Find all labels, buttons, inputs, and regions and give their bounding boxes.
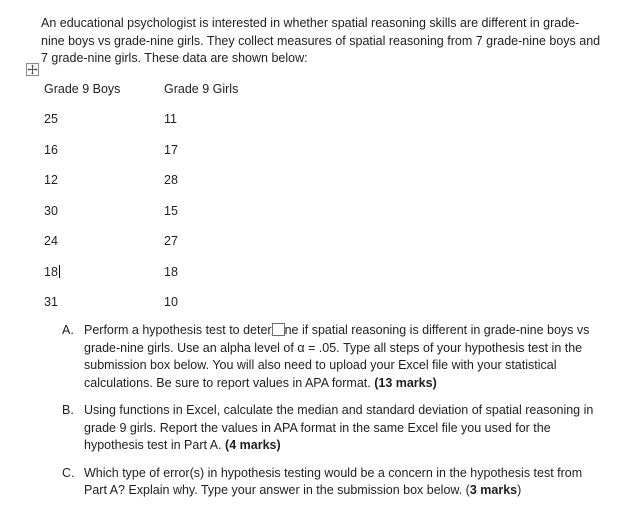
question-marks-tail: )	[517, 483, 522, 497]
cell-boys[interactable]: 24	[44, 234, 58, 248]
table-header-row	[44, 80, 344, 98]
cell-boys-active[interactable]	[44, 263, 60, 281]
cell-girls[interactable]: 17	[164, 143, 178, 157]
cell-boys[interactable]: 16	[44, 143, 58, 157]
cell-girls[interactable]: 18	[164, 265, 178, 279]
table-row	[44, 232, 344, 250]
question-marks: (4 marks)	[225, 438, 281, 452]
table-row	[44, 202, 344, 220]
text-cursor	[59, 265, 60, 278]
table-row	[44, 293, 344, 311]
question-text: Using functions in Excel, calculate the median and standard deviation of spatial reasoning in grade 9 girls. Report the values in APA format in the same Excel file you used for the hypothesis test in Part A.	[84, 403, 594, 452]
question-letter: A.	[62, 323, 74, 337]
question-marks: (13 marks)	[374, 375, 437, 390]
cell-boys[interactable]: 31	[44, 295, 58, 309]
question-marks: 3 marks	[469, 483, 518, 497]
cell-girls[interactable]: 27	[164, 234, 178, 248]
cell-boys[interactable]: 25	[44, 112, 58, 126]
move-handle-icon[interactable]	[26, 63, 39, 76]
cell-girls[interactable]: 11	[164, 112, 177, 126]
question-c	[62, 465, 602, 500]
cell-girls[interactable]: 10	[164, 295, 178, 309]
cell-boys-value: 18	[44, 265, 58, 279]
question-text-rest: ne if spatial reasoning is different in grade-nine boys vs grade-nine girls. Use an alpha level of α = .05. Type all steps of your hypothesis test in the submission box below. You will also need to upload your Excel file with your statistical calculations. Be sure to report values in APA format.	[84, 323, 590, 390]
question-text-start: Perform a hypothesis test to deter	[84, 323, 272, 337]
cell-boys[interactable]: 12	[44, 173, 58, 187]
table-row	[44, 110, 344, 128]
question-list	[62, 322, 602, 510]
header-girls: Grade 9 Girls	[164, 82, 239, 96]
question-b	[62, 402, 602, 455]
intro-paragraph: An educational psychologist is interested in whether spatial reasoning skills are different in grade-nine boys vs grade-nine girls. They collect measures of spatial reasoning from 7 grade-nine boys and 7 grade-nine girls. These data are shown below:	[41, 16, 601, 65]
question-letter: B.	[62, 403, 74, 417]
cell-girls[interactable]: 28	[164, 173, 178, 187]
cell-girls[interactable]: 15	[164, 204, 178, 218]
table-row	[44, 263, 344, 281]
header-boys: Grade 9 Boys	[44, 82, 121, 96]
question-letter: C.	[62, 465, 75, 480]
question-text: Which type of error(s) in hypothesis testing would be a concern in the hypothesis test from Part A? Explain why. Type your answer in the submission box below. (	[84, 465, 583, 497]
content-control-box[interactable]	[272, 323, 285, 336]
cell-boys[interactable]: 30	[44, 204, 58, 218]
table-row	[44, 141, 344, 159]
question-a	[62, 322, 602, 392]
table-row	[44, 171, 344, 189]
